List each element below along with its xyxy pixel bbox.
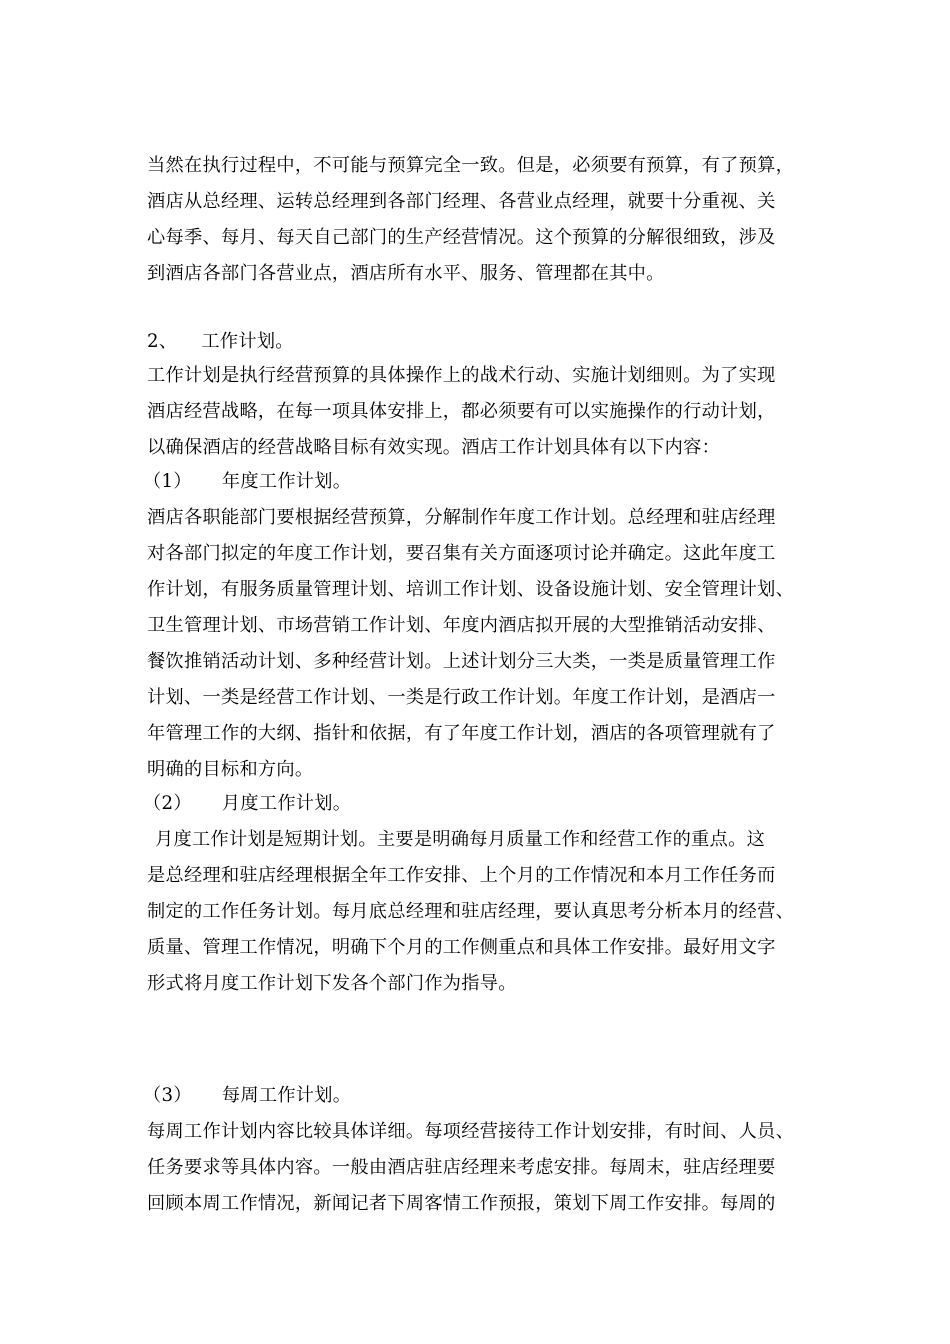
paragraph-line: 是总经理和驻店经理根据全年工作安排、上个月的工作情况和本月工作任务而 <box>147 865 776 886</box>
subsection-title: 月度工作计划。 <box>221 793 352 814</box>
section-heading <box>147 330 294 354</box>
paragraph-line: 作计划，有服务质量管理计划、培训工作计划、设备设施计划、安全管理计划、 <box>147 579 795 600</box>
paragraph-line: 每周工作计划内容比较具体详细。每项经营接待工作计划安排，有时间、人员、 <box>147 1121 795 1142</box>
paragraph-line: 年管理工作的大纲、指针和依据，有了年度工作计划，酒店的各项管理就有了 <box>147 723 776 744</box>
paragraph-line: 餐饮推销活动计划、多种经营计划。上述计划分三大类，一类是质量管理工作 <box>147 651 776 672</box>
subsection-title: 每周工作计划。 <box>221 1085 352 1106</box>
paragraph-line: 回顾本周工作情况，新闻记者下周客情工作预报，策划下周工作安排。每周的 <box>147 1193 776 1214</box>
paragraph-line: 任务要求等具体内容。一般由酒店驻店经理来考虑安排。每周末，驻店经理要 <box>147 1157 776 1178</box>
subsection-number: （3） <box>143 1085 192 1106</box>
paragraph-line: 工作计划是执行经营预算的具体操作上的战术行动、实施计划细则。为了实现 <box>147 365 776 386</box>
paragraph-line: 对各部门拟定的年度工作计划，要召集有关方面逐项讨论并确定。这此年度工 <box>147 543 776 564</box>
subsection-title: 年度工作计划。 <box>221 471 352 492</box>
paragraph-line: 当然在执行过程中，不可能与预算完全一致。但是，必须要有预算，有了预算， <box>147 155 795 176</box>
subsection-number: （2） <box>143 793 192 814</box>
paragraph-line: 计划、一类是经营工作计划、一类是行政工作计划。年度工作计划，是酒店一 <box>147 687 776 708</box>
paragraph-line: 月度工作计划是短期计划。主要是明确每月质量工作和经营工作的重点。这 <box>155 829 766 850</box>
paragraph-line: 质量、管理工作情况，明确下个月的工作侧重点和具体工作安排。最好用文字 <box>147 937 776 958</box>
paragraph-line: 酒店从总经理、运转总经理到各部门经理、各营业点经理，就要十分重视、关 <box>147 191 776 212</box>
paragraph-line: 到酒店各部门各营业点，酒店所有水平、服务、管理都在其中。 <box>147 263 665 284</box>
paragraph-line: 卫生管理计划、市场营销工作计划、年度内酒店拟开展的大型推销活动安排、 <box>147 615 776 636</box>
section-number: 2、 <box>147 331 178 352</box>
paragraph-line: 以确保酒店的经营战略目标有效实现。酒店工作计划具体有以下内容： <box>147 437 721 458</box>
section-title: 工作计划。 <box>201 331 294 352</box>
paragraph-line: 制定的工作任务计划。每月底总经理和驻店经理，要认真思考分析本月的经营、 <box>147 901 795 922</box>
paragraph-line: 酒店各职能部门要根据经营预算，分解制作年度工作计划。总经理和驻店经理 <box>147 507 776 528</box>
subsection-heading <box>143 792 351 816</box>
paragraph-line: 形式将月度工作计划下发各个部门作为指导。 <box>147 973 517 994</box>
subsection-heading <box>143 1084 351 1108</box>
paragraph-line: 心每季、每月、每天自己部门的生产经营情况。这个预算的分解很细致，涉及 <box>147 227 776 248</box>
subsection-heading <box>143 470 351 494</box>
paragraph-line: 明确的目标和方向。 <box>147 759 314 780</box>
subsection-number: （1） <box>143 471 192 492</box>
paragraph-line: 酒店经营战略，在每一项具体安排上，都必须要有可以实施操作的行动计划， <box>147 401 776 422</box>
